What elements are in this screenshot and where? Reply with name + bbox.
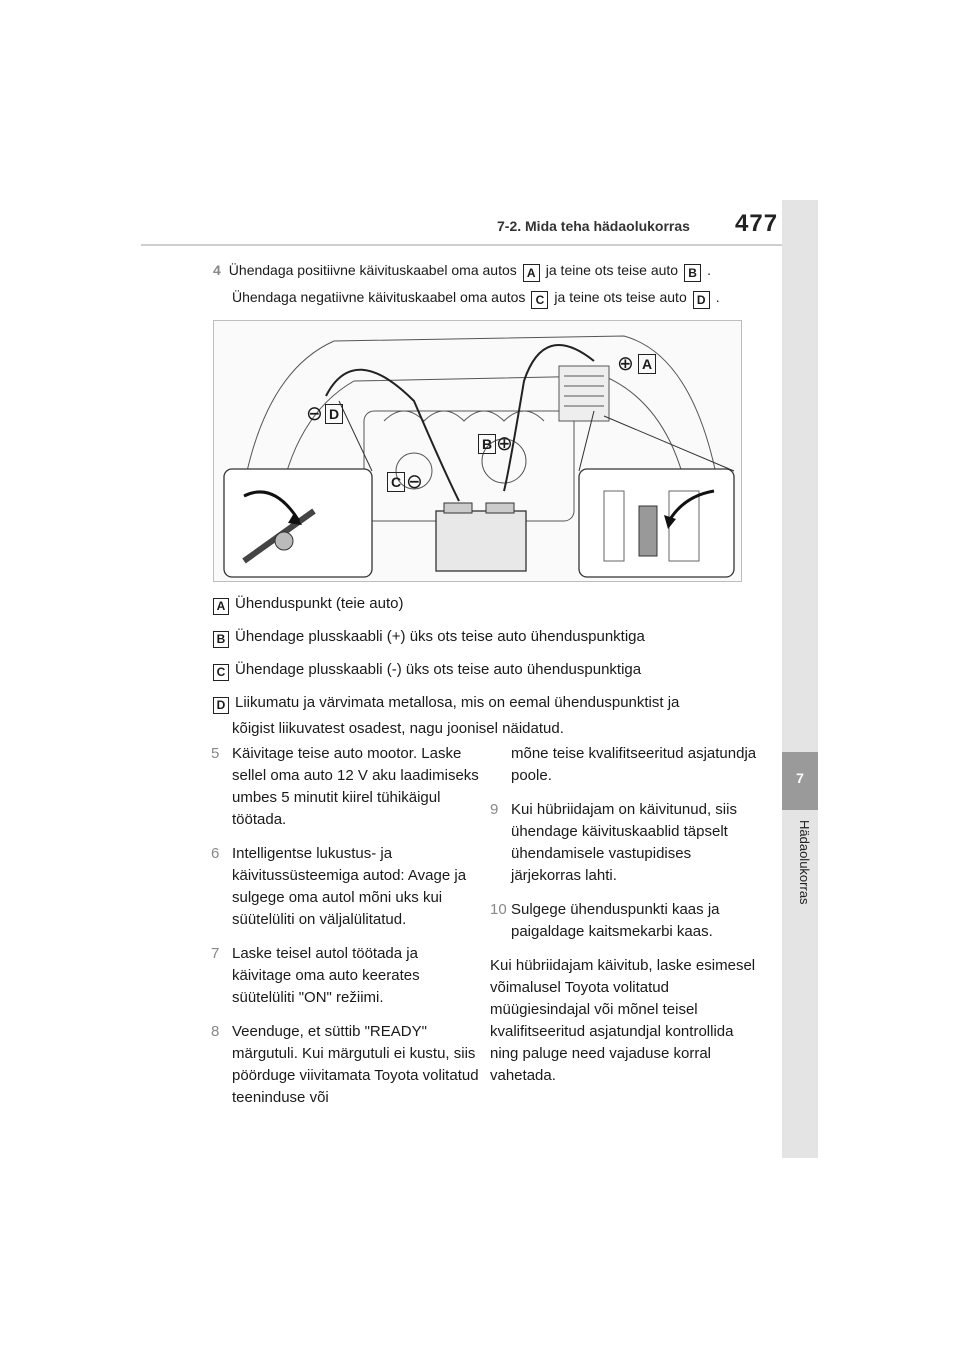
step-text: Laske teisel autol töötada ja käivitage oma auto keerates süütelüliti "ON" režiimi. <box>232 945 420 1006</box>
label-badge: D <box>213 697 229 714</box>
step-text: ja teine ots teise auto <box>545 262 679 278</box>
step-9 <box>490 799 760 887</box>
step-text: Käivitage teise auto mootor. Laske sellel oma auto 12 V aku laadimiseks umbes 5 minutit kiirel tühikäigul töötada. <box>232 745 479 828</box>
steps-left-column <box>211 743 481 1121</box>
label-badge: C <box>213 664 229 681</box>
step-7 <box>211 943 481 1009</box>
inset-left-detail <box>224 469 372 577</box>
step-8 <box>211 1021 481 1109</box>
step-number: 10 <box>490 901 507 918</box>
legend-item-c <box>213 657 641 683</box>
closing-note: Kui hübriidajam käivitub, laske esimesel võimalusel Toyota volitatud müügiesindajal või mõnel teisel kvalifitseeritud asjatundjal kontrollida ning paluge need vajaduse korral vahetada. <box>490 957 756 1084</box>
label-badge: A <box>523 264 540 282</box>
legend-item-b <box>213 624 645 650</box>
label-badge: B <box>213 631 229 648</box>
battery-drawing <box>436 503 526 571</box>
callout-line-right <box>604 416 734 471</box>
plus-symbol: ⊕ <box>617 353 634 375</box>
legend-text-continued: kõigist liikuvatest osadest, nagu joonisel näidatud. <box>232 720 564 737</box>
legend-text: Ühendage plusskaabli (+) üks ots teise auto ühenduspunktiga <box>235 628 645 645</box>
step-number: 6 <box>211 845 220 862</box>
legend-item-a <box>213 591 403 617</box>
inset-right-detail <box>579 469 734 577</box>
step-text: ja teine ots teise auto <box>554 289 687 305</box>
chapter-number: 7 <box>796 770 804 786</box>
step-text: Veenduge, et süttib "READY" märgutuli. Kui märgutuli ei kustu, siis pöörduge viivitamata Toyota volitatud teeninduse või <box>232 1023 479 1106</box>
step-4-line-1 <box>213 262 711 282</box>
chapter-side-tab <box>782 200 818 1158</box>
label-badge: C <box>531 291 548 309</box>
minus-symbol: ⊖ <box>406 471 423 493</box>
figure-label-b: B <box>478 434 496 454</box>
step-8-continued <box>490 743 760 787</box>
legend-item-d <box>213 690 753 742</box>
step-text: Ühendaga positiivne käivituskaabel oma autos <box>228 262 517 278</box>
figure-label-c: C <box>387 472 405 492</box>
plus-symbol: ⊕ <box>496 433 513 455</box>
legend-text: Ühendage plusskaabli (-) üks ots teise auto ühenduspunktiga <box>235 661 642 678</box>
step-10 <box>490 899 760 943</box>
engine-detail <box>384 411 544 421</box>
step-number: 8 <box>211 1023 220 1040</box>
legend-text: Ühenduspunkt (teie auto) <box>235 595 404 612</box>
step-text: . <box>715 289 720 305</box>
steps-right-column <box>490 743 760 1087</box>
step-text: Kui hübriidajam on käivitunud, siis ühendage käivituskaablid täpselt ühendamisele vastupidises järjekorras lahti. <box>511 801 737 884</box>
minus-symbol: ⊖ <box>306 403 323 425</box>
page-number: 477 <box>735 210 779 237</box>
legend-text: Liikumatu ja värvimata metallosa, mis on eemal ühenduspunktist ja <box>235 694 680 711</box>
step-text: . <box>707 262 711 278</box>
step-text: Intelligentse lukustus- ja käivitussüsteemiga autod: Avage ja sulgege oma autol mõni uks kui süütelüliti on väljalülitatud. <box>232 845 467 928</box>
fuse-box <box>559 366 609 421</box>
label-badge: A <box>213 598 229 615</box>
callout-line-left <box>339 401 372 471</box>
label-badge: D <box>693 291 710 309</box>
step-text: Ühendaga negatiivne käivituskaabel oma autos <box>232 289 526 305</box>
figure-label-a: A <box>638 354 656 374</box>
step-number: 9 <box>490 801 499 818</box>
step-6 <box>211 843 481 931</box>
step-5 <box>211 743 481 831</box>
jump-start-illustration <box>213 320 742 582</box>
step-number: 7 <box>211 945 220 962</box>
step-4-line-2 <box>232 289 720 309</box>
step-number: 4 <box>213 262 221 278</box>
step-number: 5 <box>211 745 220 762</box>
figure-label-d: D <box>325 404 343 424</box>
label-badge: B <box>684 264 701 282</box>
step-text: mõne teise kvalifitseeritud asjatundja poole. <box>511 745 757 784</box>
section-title: 7-2. Mida teha hädaolukorras <box>497 218 690 234</box>
header-divider <box>141 244 782 246</box>
step-text: Sulgege ühenduspunkti kaas ja paigaldage kaitsmekarbi kaas. <box>511 901 720 940</box>
chapter-label: Hädaolukorras <box>797 820 812 905</box>
